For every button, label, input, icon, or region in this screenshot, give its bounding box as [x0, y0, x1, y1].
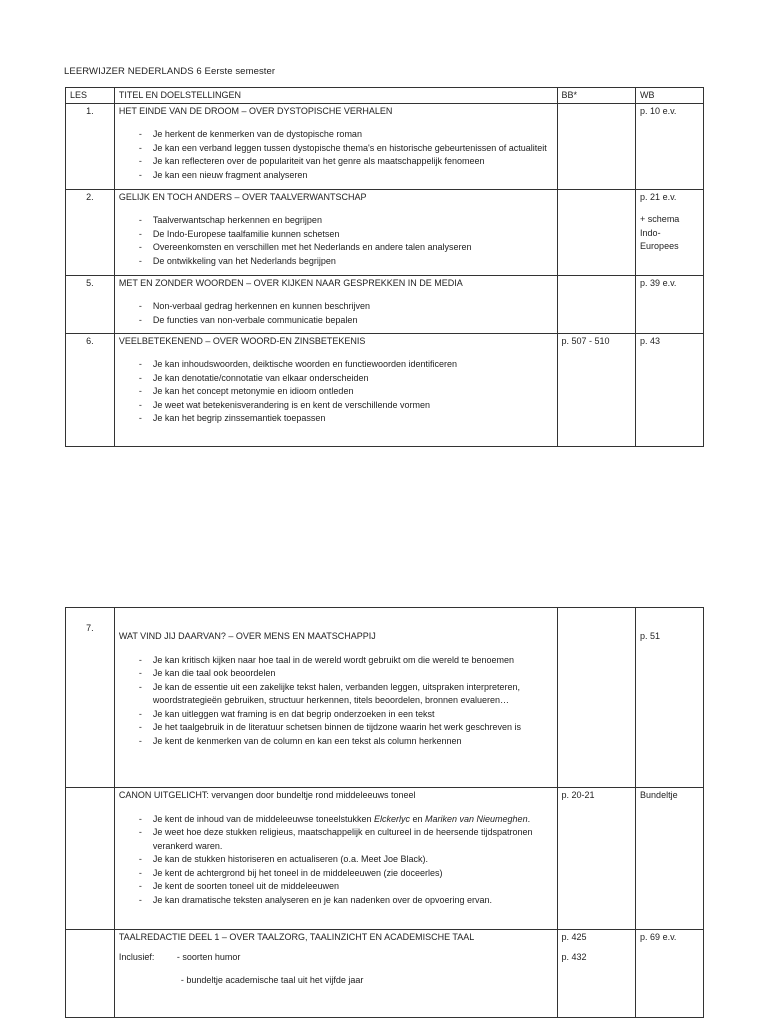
- lesson-title: CANON UITGELICHT: vervangen door bundeltje rond middeleeuws toneel: [118, 790, 416, 800]
- wb-extra: + schema: [640, 214, 680, 224]
- lesson-cell: [114, 608, 557, 788]
- wb-page: p. 21 e.v.: [640, 191, 677, 202]
- list-item: - Je het taalgebruik in de literatuur schetsen binnen de tijdzone waarin het werk geschreven is: [148, 721, 553, 735]
- lesson-title: GELIJK EN TOCH ANDERS – OVER TAALVERWANTSCHAP: [118, 191, 367, 202]
- bb-cell: p. 20-21: [557, 788, 636, 930]
- wb-cell: p. 39 e.v.: [636, 275, 704, 333]
- bb-page: p. 425: [561, 932, 587, 942]
- header-bb: BB*: [557, 88, 636, 104]
- list-item: - De Indo-Europese taalfamilie kunnen schetsen: [148, 228, 553, 242]
- list-item: - Je weet wat betekenisverandering is en kent de verschillende vormen: [148, 399, 553, 413]
- lesson-number: [66, 788, 115, 930]
- inclusive-item: - bundeltje academische taal uit het vijfde jaar: [180, 975, 364, 985]
- lesson-cell: [114, 103, 557, 189]
- wb-cell: p. 69 e.v.: [636, 930, 704, 1018]
- goal-list: [119, 300, 553, 327]
- goal-list: [119, 128, 553, 182]
- list-item: - De functies van non-verbale communicatie bepalen: [148, 314, 553, 328]
- header-title: TITEL EN DOELSTELLINGEN: [114, 88, 557, 104]
- list-item: - Non-verbaal gedrag herkennen en kunnen beschrijven: [148, 300, 553, 314]
- bb-cell: [557, 608, 636, 788]
- list-item: - Je kent de kenmerken van de column en kan een tekst als column herkennen: [148, 735, 553, 749]
- table-row: [66, 608, 704, 788]
- table-row: [66, 333, 704, 446]
- wb-cell: p. 10 e.v.: [636, 103, 704, 189]
- list-item: - Je kan kritisch kijken naar hoe taal in de wereld wordt gebruikt om die wereld te benoemen: [148, 654, 553, 668]
- list-item: - Je kan een verband leggen tussen dystopische thema's en historische gebeurtenissen of actualiteit: [148, 142, 553, 156]
- list-item: - Taalverwantschap herkennen en begrijpen: [148, 214, 553, 228]
- wb-extra: Indo-Europees: [640, 227, 679, 251]
- bb-cell: [557, 103, 636, 189]
- bb-page: p. 432: [561, 951, 587, 962]
- goal-list: [119, 358, 553, 426]
- table-row: [66, 788, 704, 930]
- list-item: - Je kan uitleggen wat framing is en dat begrip onderzoeken in een tekst: [148, 708, 553, 722]
- list-item: - Je kent de soorten toneel uit de middeleeuwen: [148, 880, 553, 894]
- lesson-cell: [114, 189, 557, 275]
- lesson-number: 6.: [66, 333, 115, 446]
- list-item: - Je weet hoe deze stukken religieus, maatschappelijk en cultureel in de heersende tijdspatronen verankerd waren.: [148, 826, 553, 853]
- inclusive-line: [119, 951, 553, 965]
- lesson-title: MET EN ZONDER WOORDEN – OVER KIJKEN NAAR GESPREKKEN IN DE MEDIA: [118, 277, 463, 288]
- lesson-cell: [114, 275, 557, 333]
- lesson-number: 7.: [66, 608, 115, 788]
- list-item: - Je kan de essentie uit een zakelijke tekst halen, verbanden leggen, uitspraken interpreteren, woordstrategieën gebruiken, structuur herkennen, titels beoordelen, bronnen evalueren…: [148, 681, 553, 708]
- wb-cell: p. 51: [636, 608, 704, 788]
- header-les: LES: [66, 88, 115, 104]
- lessons-table-1: [65, 87, 704, 447]
- list-item: - Je kan denotatie/connotatie van elkaar onderscheiden: [148, 372, 553, 386]
- list-item: - Je herkent de kenmerken van de dystopische roman: [148, 128, 553, 142]
- list-item: - Je kent de inhoud van de middeleeuwse toneelstukken Elckerlyc en Mariken van Nieumeghen.: [148, 813, 553, 827]
- list-item: - Je kan dramatische teksten analyseren en je kan nadenken over de opvoering ervan.: [148, 894, 553, 908]
- table-row: [66, 103, 704, 189]
- wb-cell: p. 43: [636, 333, 704, 446]
- goal-list: [119, 654, 553, 749]
- bb-cell: [557, 275, 636, 333]
- lesson-number: [66, 930, 115, 1018]
- list-item: - Je kan inhoudswoorden, deiktische woorden en functiewoorden identificeren: [148, 358, 553, 372]
- lesson-cell: [114, 930, 557, 1018]
- inclusive-label: Inclusief:: [118, 951, 155, 962]
- wb-cell: Bundeltje: [636, 788, 704, 930]
- list-item: - De ontwikkeling van het Nederlands begrijpen: [148, 255, 553, 269]
- goal-list: [119, 214, 553, 268]
- list-item: - Je kent de achtergrond bij het toneel in de middeleeuwen (zie doceerles): [148, 867, 553, 881]
- lesson-cell: [114, 333, 557, 446]
- lessons-table-2: [65, 607, 704, 1018]
- list-item: - Je kan de stukken historiseren en actualiseren (o.a. Meet Joe Black).: [148, 853, 553, 867]
- list-item: - Je kan reflecteren over de populariteit van het genre als maatschappelijk fenomeen: [148, 155, 553, 169]
- table-header-row: [66, 88, 704, 104]
- list-item: - Je kan het begrip zinssemantiek toepassen: [148, 412, 553, 426]
- table-row: [66, 189, 704, 275]
- lesson-cell: [114, 788, 557, 930]
- table-row: [66, 930, 704, 1018]
- lesson-title: HET EINDE VAN DE DROOM – OVER DYSTOPISCHE VERHALEN: [118, 105, 393, 116]
- list-item: - Je kan die taal ook beoordelen: [148, 667, 553, 681]
- bb-cell: p. 507 - 510: [557, 333, 636, 446]
- goal-list: [119, 813, 553, 908]
- document-title: LEERWIJZER NEDERLANDS 6 Eerste semester: [64, 66, 276, 77]
- header-wb: WB: [636, 88, 704, 104]
- lesson-number: 2.: [66, 189, 115, 275]
- lesson-title: TAALREDACTIE DEEL 1 – OVER TAALZORG, TAALINZICHT EN ACADEMISCHE TAAL: [118, 932, 475, 942]
- bb-cell: [557, 189, 636, 275]
- list-item: - Overeenkomsten en verschillen met het Nederlands en andere talen analyseren: [148, 241, 553, 255]
- wb-cell: [636, 189, 704, 275]
- lesson-number: 1.: [66, 103, 115, 189]
- lesson-title: VEELBETEKENEND – OVER WOORD-EN ZINSBETEKENIS: [118, 335, 366, 346]
- list-item: - Je kan een nieuw fragment analyseren: [148, 169, 553, 183]
- lesson-title: WAT VIND JIJ DAARVAN? – OVER MENS EN MAATSCHAPPIJ: [118, 631, 376, 641]
- list-item: - Je kan het concept metonymie en idioom ontleden: [148, 385, 553, 399]
- table-row: [66, 275, 704, 333]
- bb-cell: [557, 930, 636, 1018]
- lesson-number: 5.: [66, 275, 115, 333]
- inclusive-item: - soorten humor: [176, 951, 241, 962]
